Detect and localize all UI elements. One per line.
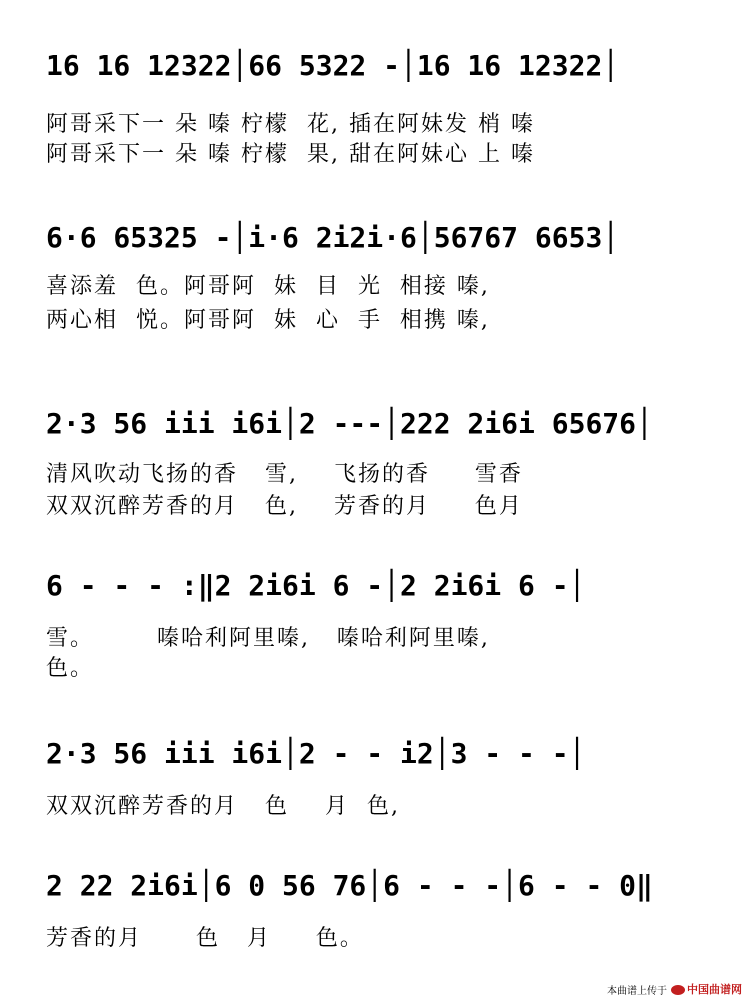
lyric-line-verse-1: 雪。 嗪哈利阿里嗪, 嗪哈利阿里嗪, — [46, 626, 490, 651]
notation-line: 16 16 12322│66 5322 -│16 16 12322│ — [46, 49, 620, 82]
lyric-line-verse-1: 喜添羞 色。阿哥阿 妹 目 光 相接 嗪, — [46, 274, 490, 299]
lyric-line-verse-2: 阿哥采下一 朵 嗪 柠檬 果, 甜在阿妹心 上 嗪 — [46, 142, 535, 167]
lyric-line-verse-1: 芳香的月 色 月 色。 — [46, 926, 364, 951]
site-name: 中国曲谱网 — [687, 983, 742, 996]
upload-credit-text: 本曲谱上传于 — [607, 985, 667, 997]
upload-credit — [607, 981, 742, 997]
lyric-line-verse-1: 双双沉醉芳香的月 色 月 色, — [46, 794, 400, 819]
notation-line: 2 22 2i6i│6 0 56 76│6 - - -│6 - - 0‖ — [46, 869, 653, 902]
notation-line: 2·3 56 iii i6i│2 ---│222 2i6i 65676│ — [46, 407, 653, 440]
notation-line: 2·3 56 iii i6i│2 - - i2│3 - - -│ — [46, 737, 586, 770]
lyric-line-verse-1: 清风吹动飞扬的香 雪, 飞扬的香 雪香 — [46, 462, 523, 487]
site-logo[interactable] — [671, 981, 742, 997]
lyric-line-verse-2: 两心相 悦。阿哥阿 妹 心 手 相携 嗪, — [46, 308, 490, 333]
notation-line: 6 - - - :‖2 2i6i 6 -│2 2i6i 6 -│ — [46, 569, 586, 602]
site-logo-icon — [671, 985, 685, 995]
notation-line: 6·6 65325 -│i·6 2i2i·6│56767 6653│ — [46, 221, 620, 254]
lyric-line-verse-2: 色。 — [46, 656, 95, 681]
lyric-line-verse-2: 双双沉醉芳香的月 色, 芳香的月 色月 — [46, 494, 523, 519]
lyric-line-verse-1: 阿哥采下一 朵 嗪 柠檬 花, 插在阿妹发 梢 嗪 — [46, 112, 535, 137]
